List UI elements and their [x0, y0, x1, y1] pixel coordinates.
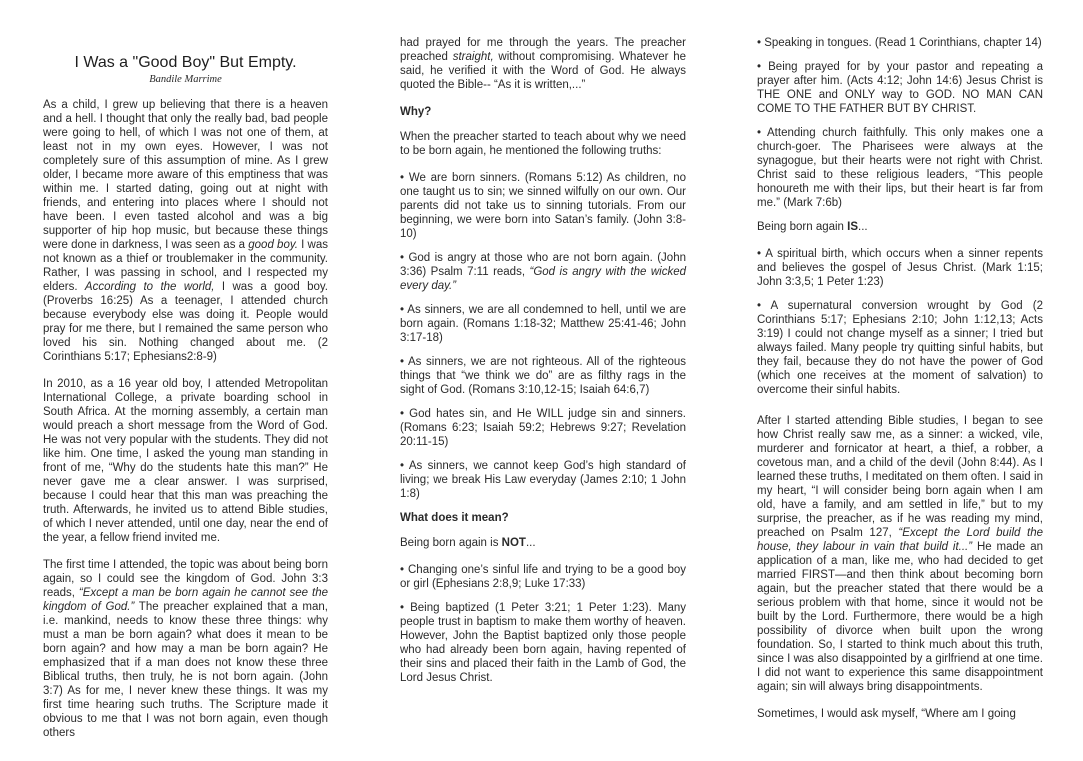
paragraph-why-intro: When the preacher started to teach about why we need to be born again, he mentioned the following truths:	[400, 131, 686, 157]
paragraph-bible-studies: After I started attending Bible studies, I began to see how Christ really saw me, as a sinner: a wicked, vile, murderer and fornicator at heart, a thief, a robber, a covetous man, and a child of the devil (John 8:44). As I learned these truths, I meditated on them often. I said in my heart, “I will consider being born again when I am old, have a family, and am settled in life,” but to my surprise, the preacher, as if he was reading my mind, preached on Psalm 127, “Except the Lord build the house, they labour in vain that build it...” He made an application of a man, like me, who had decided to get married FIRST—and then think about becoming born again, but the preacher stated that there would be a serious problem with that home, since it would not be built by the Lord. Furthermore, there would be a high possibility of divorce when built upon the wrong foundation. So, I started to think much about this truth, since I was also disappointed by a girlfriend at one time. I did not want to experience this same disappointment again; sin will always bring disappointments.	[757, 415, 1043, 693]
article-title: I Was a "Good Boy" But Empty.	[74, 54, 297, 71]
bullet-god-angry: • God is angry at those who are not born again. (John 3:36) Psalm 7:11 reads, “God is angry with the wicked every day.”	[400, 252, 686, 292]
paragraph-being-born-again-is: Being born again IS...	[757, 221, 868, 233]
bullet-prayed-for: • Being prayed for by your pastor and repeating a prayer after him. (Acts 4:12; John 14:6) Jesus Christ is THE ONE and ONLY way to GOD. NO MAN CAN COME TO THE FATHER BUT BY CHRIST.	[757, 61, 1043, 115]
bullet-not-righteous: • As sinners, we are not righteous. All of the righteous things that “we think we do” are as filthy rags in the sight of God. (Romans 3:10,12-15; Isaiah 64:6,7)	[400, 356, 686, 396]
bullet-baptized: • Being baptized (1 Peter 3:21; 1 Peter 1:23). Many people trust in baptism to make them worthy of heaven. However, John the Baptist baptized only those people who had already been born again, having repented of their sins and placed their faith in the Lamb of God, the Lord Jesus Christ.	[400, 602, 686, 684]
bullet-tongues: • Speaking in tongues. (Read 1 Corinthians, chapter 14)	[757, 37, 1042, 49]
bullet-born-sinners: • We are born sinners. (Romans 5:12) As children, no one taught us to sin; we sinned wilfully on our own. Our parents did not take us to sinning tutorials. From our beginning, we were born into Satan’s family. (John 3:8-10)	[400, 172, 686, 240]
column-left	[43, 36, 328, 761]
bullet-god-hates-sin: • God hates sin, and He WILL judge sin and sinners. (Romans 6:23; Isaiah 59:2; Hebrews 9:27; Revelation 20:11-15)	[400, 408, 686, 448]
bullet-cannot-keep-law: • As sinners, we cannot keep God’s high standard of living; we break His Law everyday (James 2:10; 1 John 1:8)	[400, 460, 686, 500]
heading-what-does-it-mean: What does it mean?	[400, 512, 509, 524]
column-right	[757, 36, 1043, 761]
bullet-condemned: • As sinners, we are all condemned to hell, until we are born again. (Romans 1:18-32; Matthew 25:41-46; John 3:17-18)	[400, 304, 686, 344]
article-author: Bandile Marrime	[149, 74, 222, 85]
bullet-spiritual-birth: • A spiritual birth, which occurs when a sinner repents and believes the gospel of Jesus Christ. (Mark 1:15; John 3:3,5; 1 Peter 1:23)	[757, 248, 1043, 288]
paragraph-boarding-school: In 2010, as a 16 year old boy, I attended Metropolitan International College, a private boarding school in South Africa. At the morning assembly, a certain man would preach a short message from the Word of God. He was not very popular with the students. They did not like him. One time, I asked the young man standing in front of me, “Why do the students hate this man?” He never gave me a clear answer. I was surprised, because I could hear that this man was preaching the truth. Afterwards, he invited us to attend Bible studies, of which I never attended, until one day, near the end of the year, a fellow friend invited me.	[43, 378, 328, 544]
paragraph-first-study: The first time I attended, the topic was about being born again, so I could see the kingdom of God. John 3:3 reads, “Except a man be born again he cannot see the kingdom of God.” The preacher explained that a man, i.e. mankind, needs to know these three things: why must a man be born again? what does it mean to be born again? and how may a man be born again? He emphasized that if a man does not know these three Biblical truths, then truly, he is not born again. (John 3:7) As for me, I never knew these things. It was my first time hearing such truths. The Scripture made it obvious to me that I was not born again, even though others	[43, 559, 329, 739]
paragraph-preacher: had prayed for me through the years. The preacher preached straight, without compromising. Whatever he said, he verified it with the Word of God. He always quoted the Bible-- “As it is written,...”	[400, 37, 686, 91]
paragraph-sometimes: Sometimes, I would ask myself, “Where am I going	[757, 708, 1016, 720]
bullet-church-attendance: • Attending church faithfully. This only makes one a church-goer. The Pharisees were always at the synagogue, but their hearts were not right with Christ. Christ said to these religious leaders, “This people honoureth me with their lips, but their heart is far from me.” (Mark 7:6b)	[757, 127, 1043, 209]
bullet-changing-life: • Changing one’s sinful life and trying to be a good boy or girl (Ephesians 2:8,9; Luke 17:33)	[400, 564, 686, 590]
heading-why: Why?	[400, 106, 432, 118]
paragraph-childhood: As a child, I grew up believing that there is a heaven and a hell. I thought that only the really bad, bad people were going to hell, of which I was not one of them, at least not in my own eyes. However, I was not completely sure of this assumption of mine. As I grew older, I became more aware of this emptiness that was within me. I started dating, going out at night with friends, and entering into places where I should not have been. I even tasted alcohol and was a big supporter of hip hop music, but because these things were done in darkness, I was seen as a good boy. I was not known as a thief or troublemaker in the community. Rather, I was passing in school, and I respected my elders. According to the world, I was a good boy. (Proverbs 16:25) As a teenager, I attended church because everybody else was doing it. People would pray for me there, but I remained the same person who loved his sin. Nothing changed about me. (2 Corinthians 5:17; Ephesians2:8-9)	[43, 99, 329, 363]
bullet-supernatural-conversion: • A supernatural conversion wrought by God (2 Corinthians 5:17; Ephesians 2:10; John 1:12,13; Acts 3:19) I could not change myself as a sinner; I tried but always failed. Many people try quitting sinful habits, but they fail, because they do not have the power of God (which one receives at the moment of salvation) to overcome their sinful habits.	[757, 300, 1043, 396]
column-middle	[400, 36, 686, 761]
paragraph-being-born-again-not: Being born again is NOT...	[400, 537, 536, 549]
